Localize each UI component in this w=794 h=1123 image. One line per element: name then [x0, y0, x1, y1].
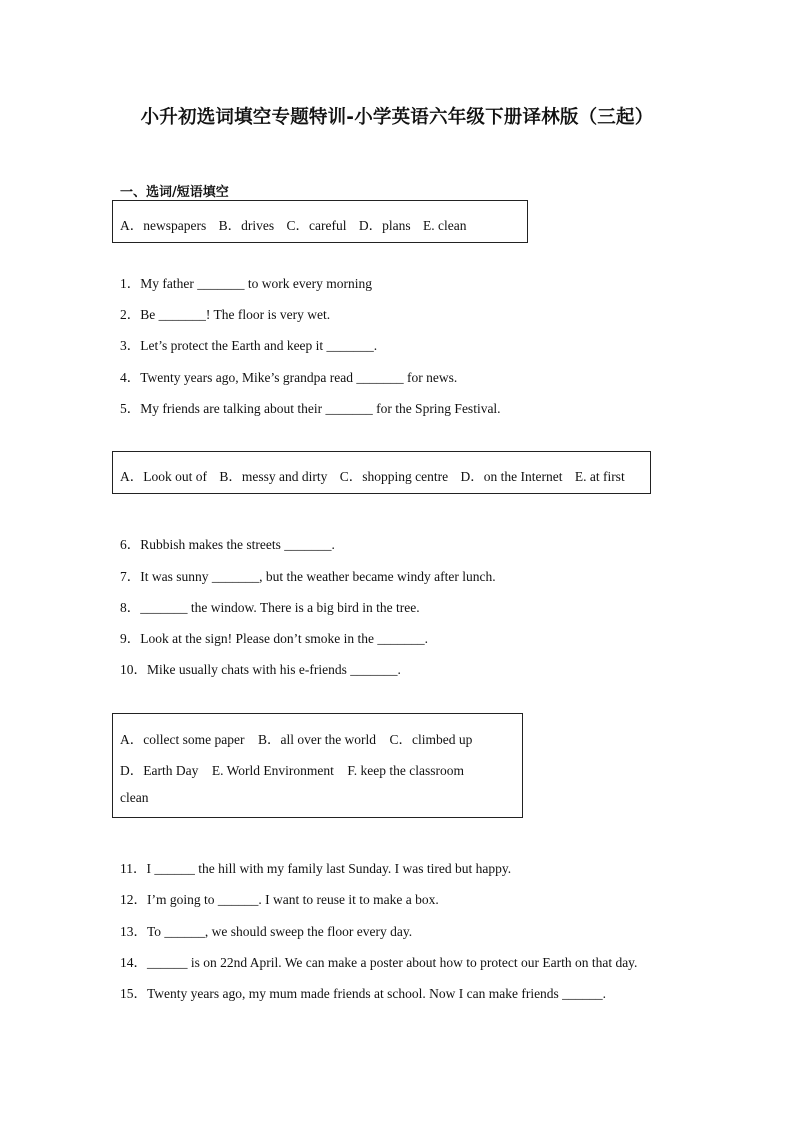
word-option: E. at first [574, 469, 625, 484]
word-bank-1 [112, 200, 528, 243]
word-option: A．Look out of [120, 469, 207, 484]
word-bank-3-line-1: A．collect some paper B．all over the world C．climbed up [120, 732, 473, 747]
word-bank-2 [112, 451, 651, 494]
question-7: 7．It was sunny _______, but the weather became windy after lunch. [120, 569, 496, 584]
question-13: 13．To ______, we should sweep the floor every day. [120, 924, 413, 939]
question-9: 9．Look at the sign! Please don’t smoke in the _______. [120, 631, 428, 646]
question-14: 14．______ is on 22nd April. We can make a poster about how to protect our Earth on that day. [120, 955, 638, 970]
question-4: 4．Twenty years ago, Mike’s grandpa read _______ for news. [120, 370, 458, 385]
question-10: 10．Mike usually chats with his e-friends _______. [120, 662, 401, 677]
word-bank-1-options [120, 214, 475, 234]
word-option: C．careful [286, 218, 347, 233]
word-option: C．shopping centre [339, 469, 449, 484]
question-3: 3．Let’s protect the Earth and keep it _______. [120, 338, 378, 353]
page-title: 小升初选词填空专题特训-小学英语六年级下册译林版（三起） [140, 107, 654, 128]
section-heading: 一、选词/短语填空 [120, 185, 229, 200]
word-option: B．drives [218, 218, 275, 233]
question-5: 5．My friends are talking about their _______ for the Spring Festival. [120, 401, 501, 416]
question-15: 15．Twenty years ago, my mum made friends at school. Now I can make friends ______. [120, 986, 607, 1001]
word-option: E. clean [422, 218, 467, 233]
word-bank-2-options [120, 465, 634, 485]
word-option: B．messy and dirty [219, 469, 328, 484]
word-option: D．plans [358, 218, 411, 233]
question-2: 2．Be _______! The floor is very wet. [120, 307, 331, 322]
question-12: 12．I’m going to ______. I want to reuse it to make a box. [120, 892, 439, 907]
word-option: D．on the Internet [460, 469, 563, 484]
word-bank-3 [112, 713, 523, 818]
question-1: 1．My father _______ to work every morning [120, 276, 372, 291]
word-bank-3-line-3: clean [120, 790, 149, 805]
word-bank-3-line-2: D．Earth Day E. World Environment F. keep the classroom [120, 763, 465, 778]
question-11: 11．I ______ the hill with my family last Sunday. I was tired but happy. [120, 861, 512, 876]
word-option: A．newspapers [120, 218, 207, 233]
question-6: 6．Rubbish makes the streets _______. [120, 537, 335, 552]
question-8: 8．_______ the window. There is a big bird in the tree. [120, 600, 420, 615]
